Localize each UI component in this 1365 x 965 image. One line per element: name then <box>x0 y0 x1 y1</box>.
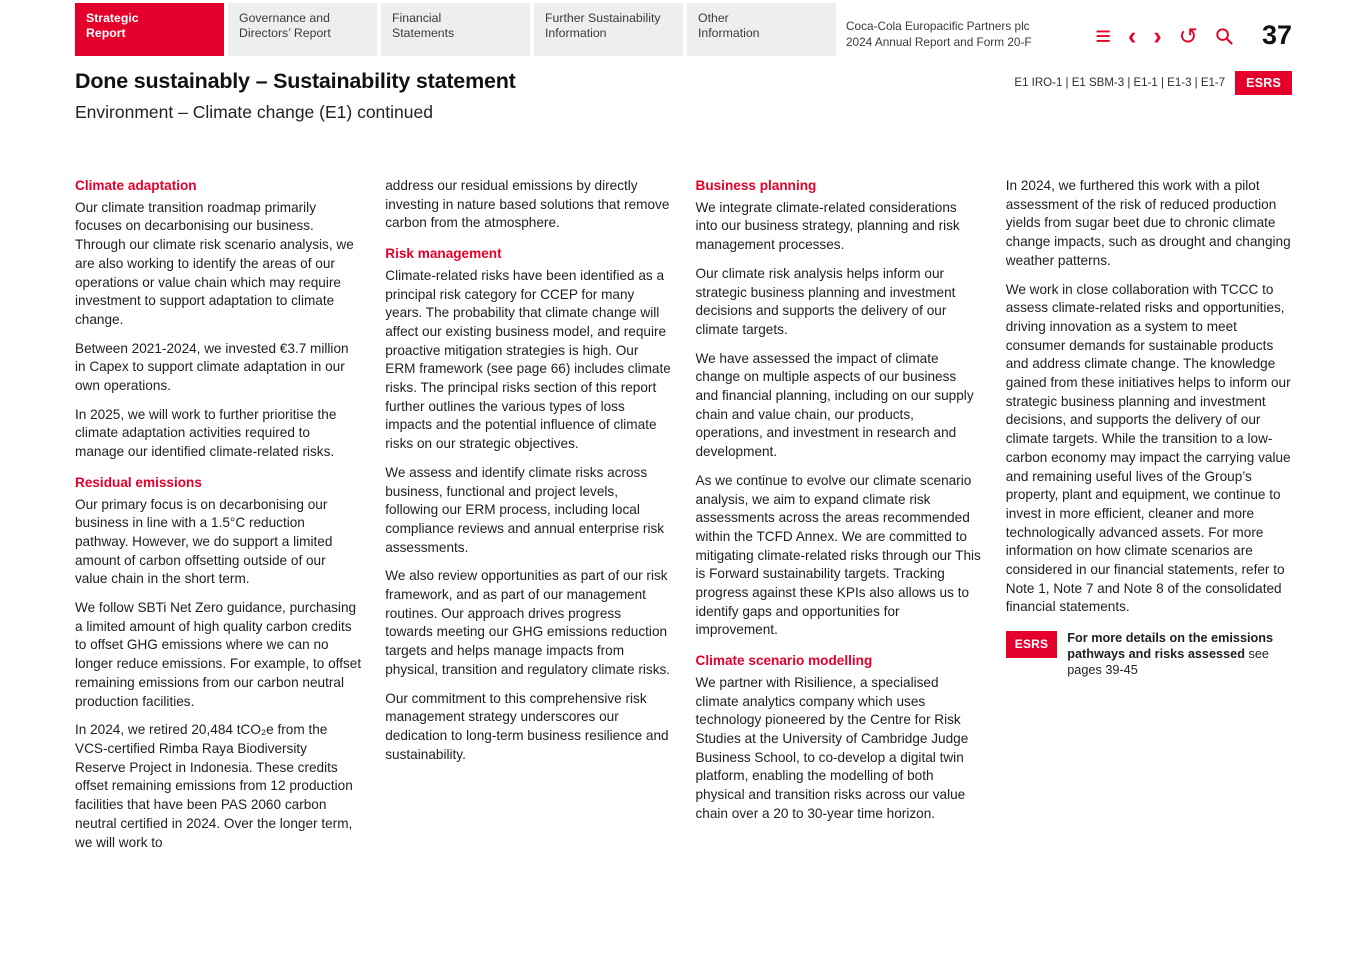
undo-icon[interactable]: ↺ <box>1178 23 1198 49</box>
body-columns <box>75 177 1292 862</box>
page-number: 37 <box>1261 20 1292 50</box>
body-paragraph: address our residual emissions by directly investing in nature based solutions that remove carbon from the atmosphere. <box>385 178 670 231</box>
body-paragraph: In 2025, we will work to further prioritise the climate adaptation activities required to manage our identified climate-related risks. <box>75 406 337 460</box>
section-tabs <box>75 3 836 56</box>
body-paragraph: We partner with Risilience, a specialised climate analytics company which uses technology pioneered by the Centre for Risk Studies at the University of Cambridge Judge Business School, to co-develop a digital twin platform, enabling the modelling of both physical and transition risks across our value chain over a 20 to 30-year time horizon. <box>695 674 969 821</box>
tab-label-line: Further Sustainability <box>545 11 661 25</box>
page-title: Done sustainably – Sustainability statement <box>75 69 516 93</box>
tab-label-line: Other <box>698 11 729 25</box>
tab-label-line: Directors’ Report <box>239 25 331 40</box>
body-paragraph: As we continue to evolve our climate scenario analysis, we aim to expand climate risk assessments across the areas recommended within the TCFD Annex. We are committed to mitigating climate-related risks through our This is Forward sustainability targets. Tracking progress against these KPIs also allows us to identify gaps and opportunities for improvement. <box>695 472 981 638</box>
tab-label-line: Report <box>86 25 126 40</box>
tab-further-sustainability-information[interactable] <box>534 3 683 56</box>
body-paragraph: Our commitment to this comprehensive risk management strategy underscores our dedication to long-term business resilience and sustainability. <box>385 690 669 762</box>
body-paragraph: We follow SBTi Net Zero guidance, purchasing a limited amount of high quality carbon credits to offset GHG emissions where we can no longer reduce emissions. For example, to offset remaining emissions from our carbon neutral production facilities. <box>75 600 362 709</box>
search-icon[interactable] <box>1215 27 1234 46</box>
body-paragraph: Our primary focus is on decarbonising our business in line with a 1.5°C reduction pathway. However, we do support a limited amount of carbon offsetting outside of our value chain in the short term. <box>75 496 333 587</box>
tab-label-line: Governance and <box>239 11 330 25</box>
viewer-controls <box>1095 3 1234 56</box>
report-identifier <box>846 3 1032 56</box>
tab-label-line: Statements <box>392 25 455 40</box>
top-navigation-bar <box>75 3 1292 56</box>
body-paragraph: Climate-related risks have been identified as a principal risk category for CCEP for many years. The probability that climate change will affect our existing business model, and require proactive mitigation strategies is high. Our ERM framework (see page 66) includes climate risks. The principal risks section of this report further outlines the various types of loss impacts and the potential influence of climate risks on our strategic objectives. <box>385 267 671 452</box>
section-heading: Business planning <box>695 178 817 193</box>
body-paragraph: We also review opportunities as part of our risk framework, and as part of our management routines. Our approach drives progress towards meeting our GHG emissions reduction targets and helps manage impacts from physical, transition and regulatory climate risks. <box>385 568 671 677</box>
body-paragraph: In 2024, we furthered this work with a pilot assessment of the risk of reduced production yields from sugar beet due to chronic climate change impacts, such as drought and changing weather patterns. <box>1005 178 1291 268</box>
section-heading: Residual emissions <box>75 474 202 490</box>
page-subtitle: Environment – Climate change (E1) continued <box>75 102 433 122</box>
section-heading: Risk management <box>385 246 502 262</box>
tab-governance-directors-report[interactable] <box>228 3 377 56</box>
tab-financial-statements[interactable] <box>381 3 530 56</box>
report-document-name: 2024 Annual Report and Form 20-F <box>846 34 1032 49</box>
page-header <box>75 69 1292 123</box>
tab-label-line: Strategic <box>86 11 139 25</box>
esrs-badge: ESRS <box>1235 71 1292 95</box>
body-paragraph: In 2024, we retired 20,484 tCO₂e from the VCS-certified Rimba Raya Biodiversity Reserve Project in Indonesia. These credits offset remaining emissions from 12 production facilities that have been PAS 2060 carbon neutral certified in 2024. Over the longer term, we will work to <box>75 722 353 850</box>
esrs-tag-codes: E1 IRO-1 | E1 SBM-3 | E1-1 | E1-3 | E1-7 <box>1014 77 1226 89</box>
esrs-cross-reference-callout <box>1006 631 1292 678</box>
chevron-right-icon[interactable]: › <box>1153 22 1162 50</box>
cross-reference-bold-text: For more details on the emissions pathways and risks assessed <box>1067 631 1274 661</box>
page-titles <box>75 69 516 123</box>
tab-strategic-report[interactable] <box>75 3 224 56</box>
body-paragraph: Our climate transition roadmap primarily focuses on decarbonising our business. Through our climate risk scenario analysis, we are also working to identify the areas of our operations or value chain which may require investment to support adaptation to climate change. <box>75 199 354 327</box>
text-column-4 <box>1006 177 1292 862</box>
tab-label-line: Information <box>698 25 760 40</box>
section-heading: Climate adaptation <box>75 178 197 193</box>
esrs-tags <box>1014 71 1292 95</box>
cross-reference-see-pages: see pages 39-45 <box>1067 646 1269 677</box>
tab-label-line: Information <box>545 25 607 40</box>
body-paragraph: We assess and identify climate risks across business, functional and project levels, following our ERM process, including local compliance reviews and annual enterprise risk assessments. <box>385 464 665 555</box>
chevron-left-icon[interactable]: ‹ <box>1128 22 1137 50</box>
report-company-name: Coca-Cola Europacific Partners plc <box>846 19 1030 33</box>
text-column-2 <box>385 177 671 862</box>
menu-icon[interactable]: ≡ <box>1095 21 1112 51</box>
body-paragraph: Between 2021-2024, we invested €3.7 million in Capex to support climate adaptation in our own operations. <box>75 340 349 394</box>
tab-label-line: Financial <box>392 11 442 25</box>
body-paragraph: We work in close collaboration with TCCC to assess climate-related risks and opportunities, driving innovation as a system to meet consumer demands for sustainable products and address climate change. The knowledge gained from these initiatives helps to inform our strategic business planning and investment decisions, and supports the delivery of our climate targets. While the transition to a low-carbon economy may impact the carrying value and remaining useful lives of the Group’s property, plant and equipment, we continue to invest in more efficient, cleaner and more technologically advanced assets. For more information on how climate scenarios are considered in our financial statements, refer to Note 1, Note 7 and Note 8 of the consolidated financial statements. <box>1005 281 1291 615</box>
tab-other-information[interactable] <box>687 3 836 56</box>
body-paragraph: We have assessed the impact of climate change on multiple aspects of our business and financial planning, including on our supply chain and value chain, our products, operations, and investment in research and development. <box>695 350 974 460</box>
esrs-badge: ESRS <box>1006 631 1057 658</box>
text-column-3 <box>696 177 982 862</box>
body-paragraph: We integrate climate-related considerations into our business strategy, planning and risk management processes. <box>695 199 960 253</box>
text-column-1 <box>75 177 361 862</box>
cross-reference-text <box>1067 631 1292 678</box>
section-heading: Climate scenario modelling <box>695 653 873 669</box>
body-paragraph: Our climate risk analysis helps inform our strategic business planning and investment decisions and supports the delivery of our climate targets. <box>695 265 956 337</box>
